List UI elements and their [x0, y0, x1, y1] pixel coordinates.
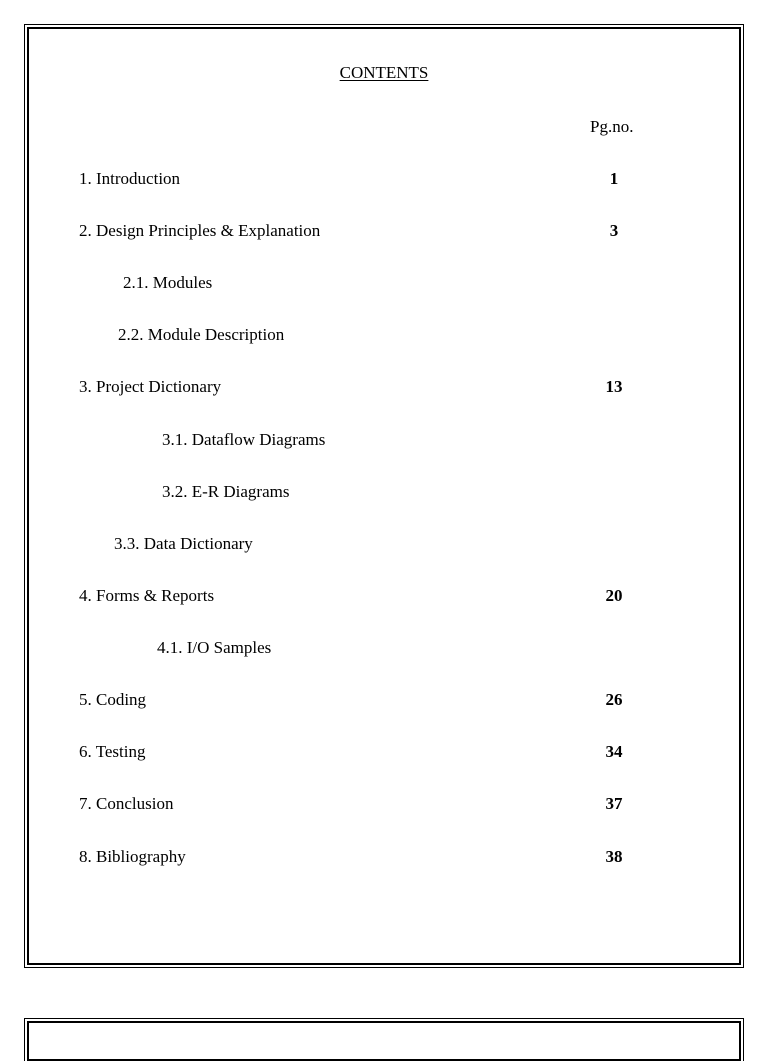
page-number-header: Pg.no. — [590, 117, 634, 136]
toc-entry-coding: 5. Coding — [79, 690, 147, 709]
contents-title: CONTENTS — [339, 63, 429, 82]
next-page-border — [27, 1021, 741, 1061]
toc-entry-module-description: 2.2. Module Description — [118, 325, 285, 344]
toc-entry-testing: 6. Testing — [79, 742, 146, 761]
toc-page-bibliography: 38 — [605, 847, 623, 866]
toc-page-design-principles: 3 — [609, 221, 619, 240]
toc-page-introduction: 1 — [609, 169, 619, 188]
toc-entry-dataflow-diagrams: 3.1. Dataflow Diagrams — [162, 430, 326, 449]
toc-entry-design-principles: 2. Design Principles & Explanation — [79, 221, 321, 240]
toc-page-coding: 26 — [605, 690, 623, 709]
toc-entry-data-dictionary: 3.3. Data Dictionary — [114, 534, 253, 553]
toc-entry-io-samples: 4.1. I/O Samples — [157, 638, 272, 657]
toc-page-testing: 34 — [605, 742, 623, 761]
toc-page-project-dictionary: 13 — [605, 377, 623, 396]
toc-entry-er-diagrams: 3.2. E-R Diagrams — [162, 482, 290, 501]
toc-page-forms-reports: 20 — [605, 586, 623, 605]
toc-entry-project-dictionary: 3. Project Dictionary — [79, 377, 222, 396]
toc-entry-introduction: 1. Introduction — [79, 169, 181, 188]
toc-entry-bibliography: 8. Bibliography — [79, 847, 186, 866]
toc-page-conclusion: 37 — [605, 794, 623, 813]
toc-entry-forms-reports: 4. Forms & Reports — [79, 586, 215, 605]
toc-entry-conclusion: 7. Conclusion — [79, 794, 174, 813]
toc-entry-modules: 2.1. Modules — [123, 273, 213, 292]
